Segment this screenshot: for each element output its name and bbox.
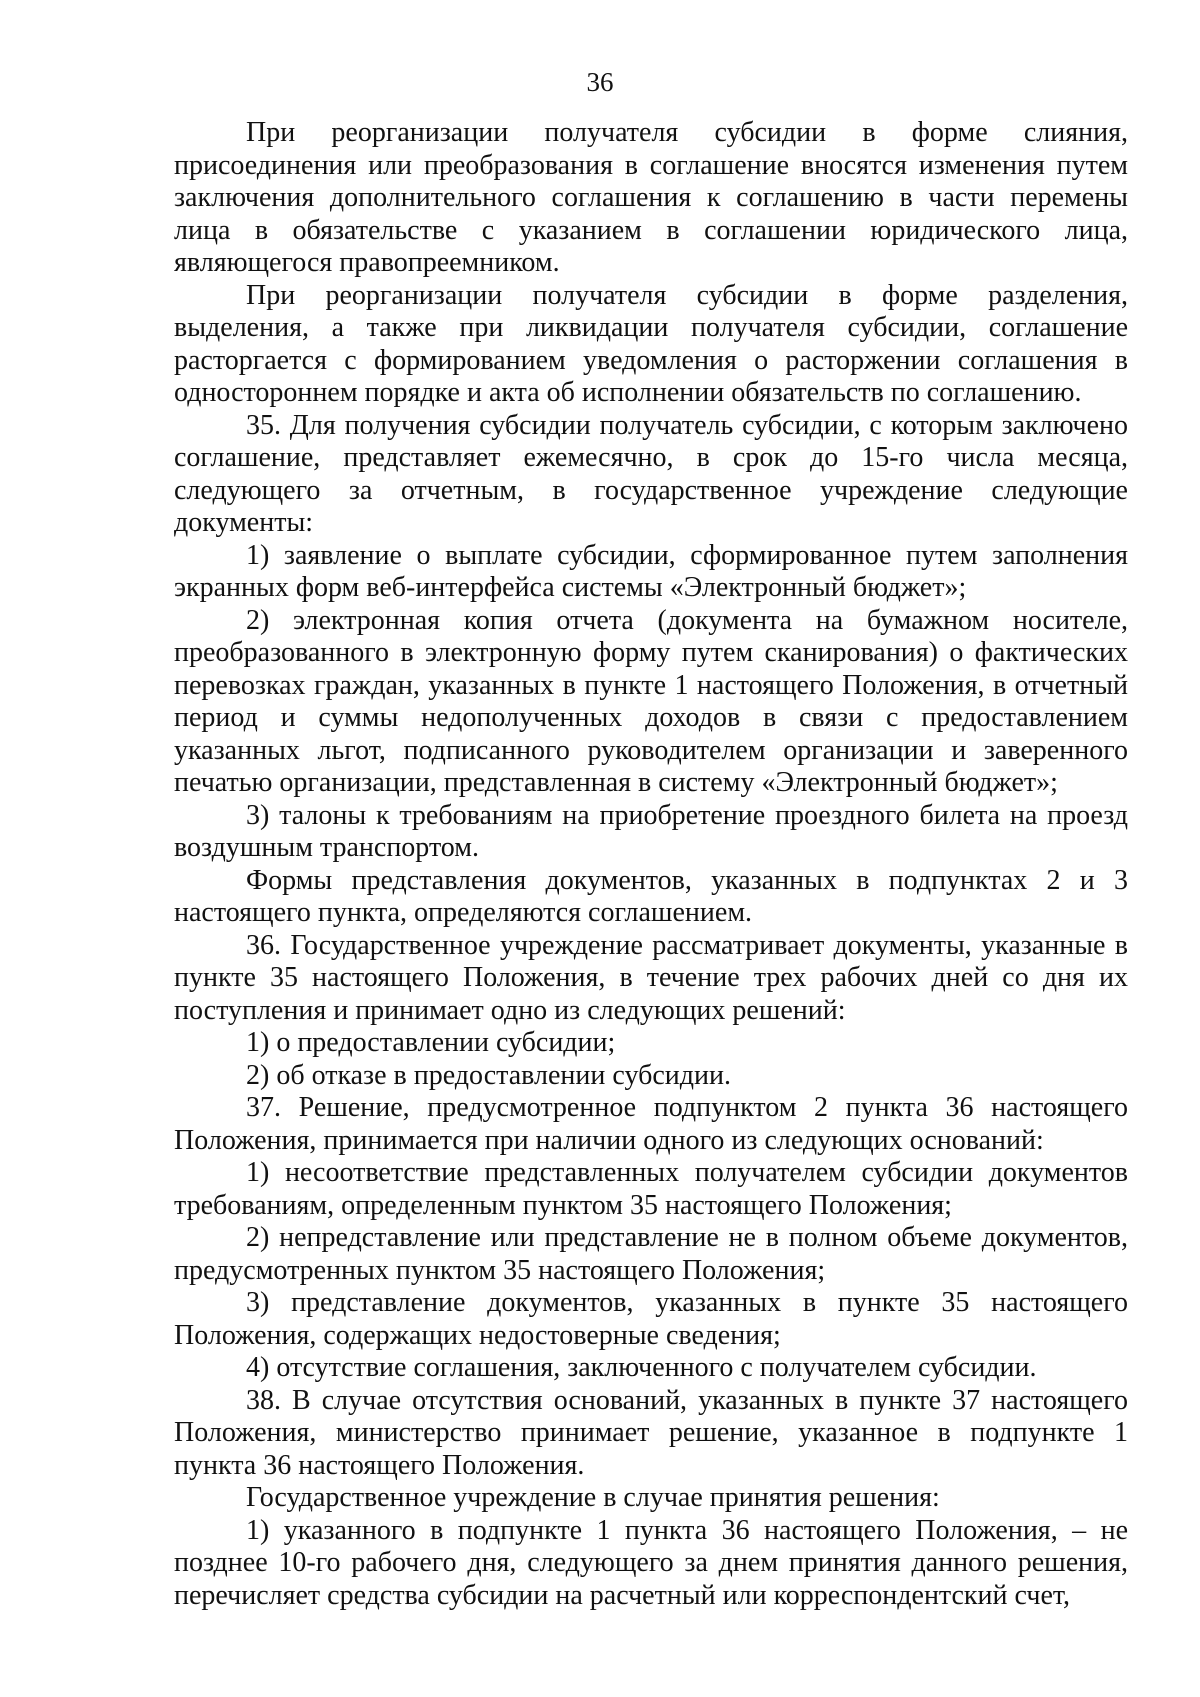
paragraph-reorganization-division: При реорганизации получателя субсидии в форме разделения, выделения, а также при ликвидации получателя субсидии, соглашение расторгается с формированием уведомления о расторжении соглашения в одностороннем порядке и акта об исполнении обязательств по соглашению. (174, 279, 1128, 408)
page-number: 36 (586, 67, 614, 97)
paragraph-institution-decision: Государственное учреждение в случае принятия решения: (246, 1482, 940, 1513)
paragraph-item-37-sub-1: 1) несоответствие представленных получателем субсидии документов требованиям, определенным пунктом 35 настоящего Положения; (174, 1157, 1128, 1221)
paragraph-item-36-sub-1: 1) о предоставлении субсидии; (246, 1027, 616, 1058)
paragraph-item-37-sub-4: 4) отсутствие соглашения, заключенного с получателем субсидии. (246, 1352, 1037, 1383)
paragraph-item-35-sub-3: 3) талоны к требованиям на приобретение проездного билета на проезд воздушным транспортом. (174, 799, 1128, 863)
paragraph-item-37: 37. Решение, предусмотренное подпунктом 2 пункта 36 настоящего Положения, принимается при наличии одного из следующих оснований: (174, 1092, 1128, 1156)
paragraph-item-35-sub-2: 2) электронная копия отчета (документа на бумажном носителе, преобразованного в электронную форму путем сканирования) о фактических перевозках граждан, указанных в пункте 1 настоящего Положения, в отчетный период и суммы недополученных доходов в связи с предоставлением указанных льгот, подписанного руководителем организации и заверенного печатью организации, представленная в систему «Электронный бюджет»; (174, 604, 1128, 798)
paragraph-item-38: 38. В случае отсутствия оснований, указанных в пункте 37 настоящего Положения, министерство принимает решение, указанное в подпункте 1 пункта 36 настоящего Положения. (174, 1384, 1128, 1481)
paragraph-decision-sub-1: 1) указанного в подпункте 1 пункта 36 настоящего Положения, – не позднее 10-го рабочего дня, следующего за днем принятия данного решения, перечисляет средства субсидии на расчетный или корреспондентский счет, (174, 1514, 1128, 1611)
paragraph-item-37-sub-3: 3) представление документов, указанных в пункте 35 настоящего Положения, содержащих недостоверные сведения; (174, 1287, 1128, 1351)
paragraph-item-37-sub-2: 2) непредставление или представление не в полном объеме документов, предусмотренных пунктом 35 настоящего Положения; (174, 1222, 1128, 1286)
document-body (174, 117, 1128, 1612)
paragraph-item-35: 35. Для получения субсидии получатель субсидии, с которым заключено соглашение, представляет ежемесячно, в срок до 15-го числа месяца, следующего за отчетным, в государственное учреждение следующие документы: (174, 409, 1128, 538)
paragraph-reorganization-merger: При реорганизации получателя субсидии в форме слияния, присоединения или преобразования в соглашение вносятся изменения путем заключения дополнительного соглашения к соглашению в части перемены лица в обязательстве с указанием в соглашении юридического лица, являющегося правопреемником. (174, 117, 1128, 278)
paragraph-forms-of-documents: Формы представления документов, указанных в подпунктах 2 и 3 настоящего пункта, определяются соглашением. (174, 864, 1128, 928)
paragraph-item-36-sub-2: 2) об отказе в предоставлении субсидии. (246, 1059, 731, 1091)
paragraph-item-36: 36. Государственное учреждение рассматривает документы, указанные в пункте 35 настоящего Положения, в течение трех рабочих дней со дня их поступления и принимает одно из следующих решений: (174, 929, 1128, 1026)
paragraph-item-35-sub-1: 1) заявление о выплате субсидии, сформированное путем заполнения экранных форм веб-интерфейса системы «Электронный бюджет»; (174, 539, 1128, 603)
